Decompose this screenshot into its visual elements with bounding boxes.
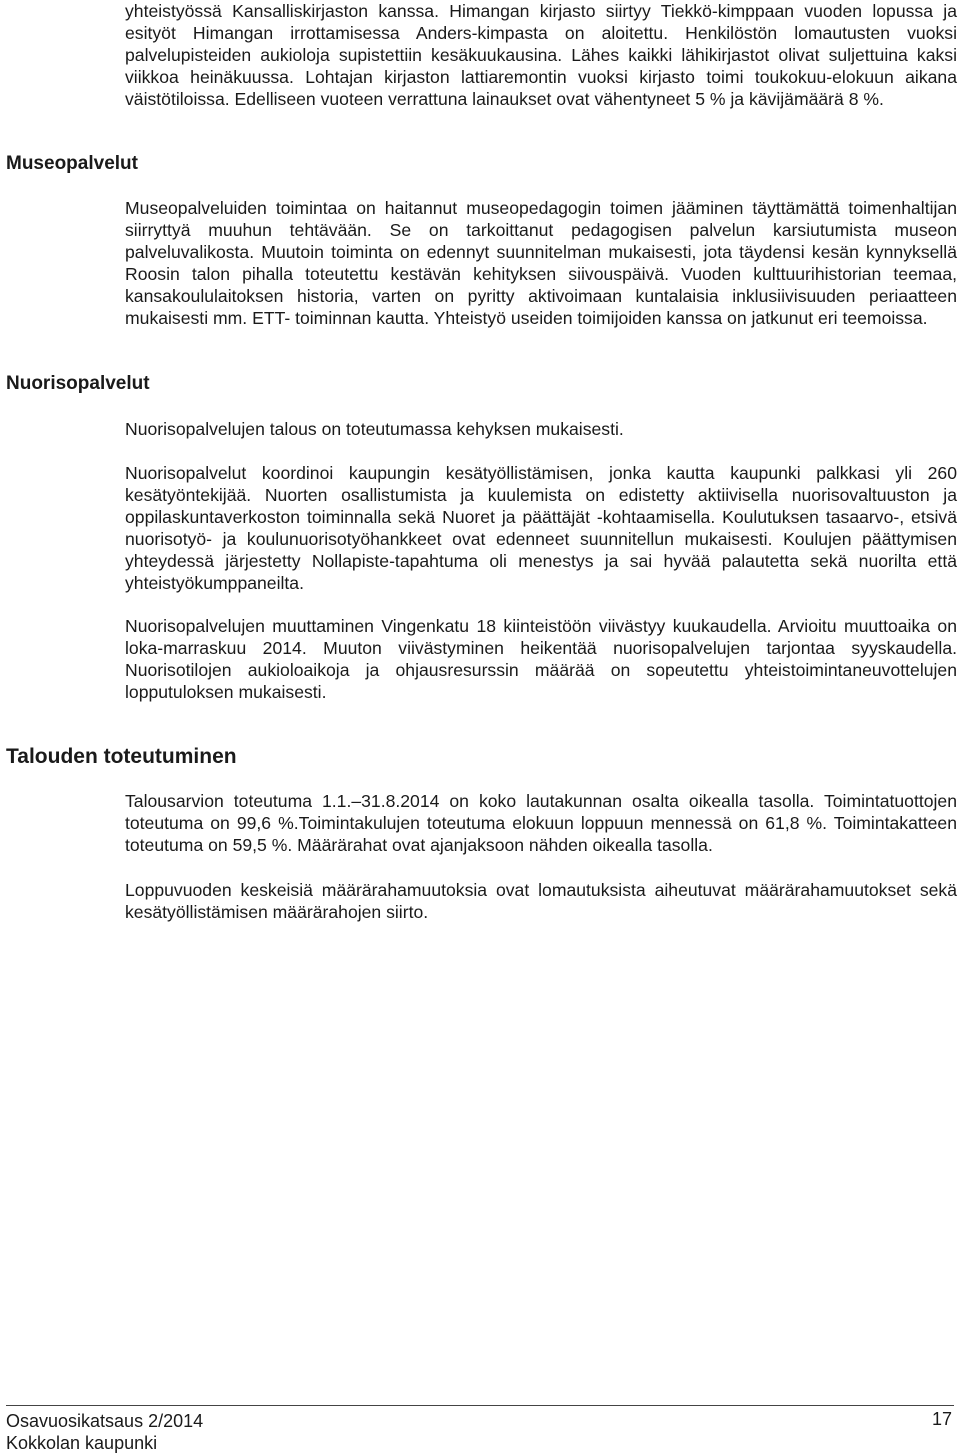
footer-info xyxy=(6,1410,203,1454)
library-paragraph: yhteistyössä Kansalliskirjaston kanssa. Himangan kirjasto siirtyy Tiekkö-kimppaan vuoden lopussa ja esityöt Himangan irrottamisessa Anders-kimpasta on aloitettu. Henkilöstön lomautusten vuoksi palvelupisteiden aukioloja supistettiin kesäkuukausina. Lähes kaikki lähikirjastot olivat suljettuina kaksi viikkoa heinäkuussa. Lohtajan kirjaston lattiaremontin vuoksi kirjasto toimi toukokuu-elokuun aikana väistötiloissa. Edelliseen vuoteen verrattuna lainaukset ovat vähentyneet 5 % ja kävijämäärä 8 %. xyxy=(125,1,957,109)
section-heading-nuorisopalvelut: Nuorisopalvelut xyxy=(6,373,150,394)
talous-paragraph-budget: Talousarvion toteutuma 1.1.–31.8.2014 on koko lautakunnan osalta oikealla tasolla. Toimintatuottojen toteutuma on 99,6 %.Toimintakulujen toteutuma elokuun loppuun mennessä on 61,8 %. Toimintakatteen toteutuma on 59,5 %. Määrärahat ovat ajanjaksoon nähden oikealla tasolla. xyxy=(125,791,957,855)
section-heading-talouden-toteutuminen: Talouden toteutuminen xyxy=(6,745,237,768)
section-heading-museopalvelut: Museopalvelut xyxy=(6,153,138,174)
talous-paragraph-changes: Loppuvuoden keskeisiä määrärahamuutoksia ovat lomautuksista aiheutuvat määrärahamuutokset sekä kesätyöllistämisen määrärahojen siirto. xyxy=(125,880,957,922)
nuoriso-paragraph-relocation: Nuorisopalvelujen muuttaminen Vingenkatu 18 kiinteistöön viivästyy kuukaudella. Arvioitu muuttoaika on loka-marraskuu 2014. Muuton viivästyminen heikentää nuorisopalvelujen tarjontaa syyskaudella. Nuorisotilojen aukioloaikoja ja ohjausresurssin määrää on sopeutettu yhteistoimintaneuvottelujen lopputuloksen mukaisesti. xyxy=(125,616,957,702)
footer-organization: Kokkolan kaupunki xyxy=(6,1433,158,1453)
nuoriso-paragraph-budget: Nuorisopalvelujen talous on toteutumassa kehyksen mukaisesti. xyxy=(125,419,624,439)
nuoriso-paragraph-summer-jobs: Nuorisopalvelut koordinoi kaupungin kesätyöllistämisen, jonka kautta kaupunki palkkasi yli 260 kesätyöntekijää. Nuorten osallistumista ja kuulemista on edistetty aktiivisella nuorisovaltuuston ja oppilaskuntaverkoston toiminnalla sekä Nuoret ja päättäjät -kohtaamisella. Koulutuksen tasaarvo-, etsivä nuorisotyö- ja koulunuorisotyöhankkeet ovat edenneet suunnitellun mukaisesti. Koulujen päättymisen yhteydessä järjestetty Nollapiste-tapahtuma oli menestys ja sai hyvää palautetta sekä nuorilta että yhteistyökumppaneilta. xyxy=(125,463,957,593)
footer-report-name: Osavuosikatsaus 2/2014 xyxy=(6,1411,204,1431)
footer-divider xyxy=(6,1405,954,1406)
page-number: 17 xyxy=(931,1409,952,1429)
museo-paragraph: Museopalveluiden toimintaa on haitannut museopedagogin toimen jääminen täyttämättä toimenhaltijan siirryttyä muuhun tehtävään. Se on tarkoittanut pedagogisen palvelun karsiutumista museon palveluvalikosta. Muutoin toiminta on edennyt suunnitelman mukaisesti, jota täydensi kesän kynnyksellä Roosin talon pihalla toteutettu kestävän kehityksen siivouspäivä. Vuoden kulttuurihistorian teemaa, kansakoululaitoksen historia, varten on pyritty aktivoimaan kuntalaisia inklusiivisuuden periaatteen mukaisesti mm. ETT- toiminnan kautta. Yhteistyö useiden toimijoiden kanssa on jatkunut eri teemoissa. xyxy=(125,198,957,328)
